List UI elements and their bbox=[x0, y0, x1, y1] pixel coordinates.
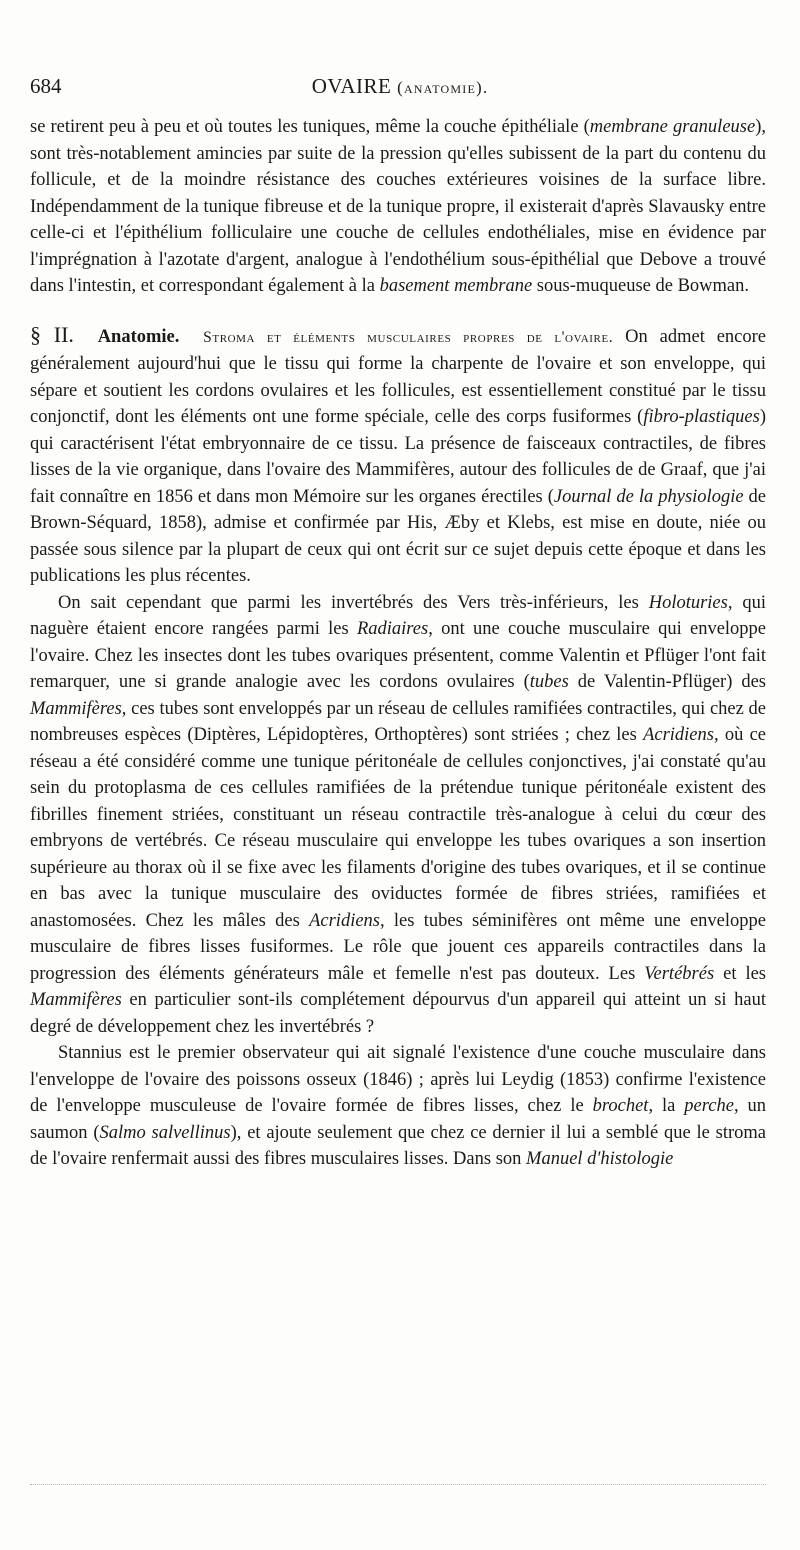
paragraph-2 bbox=[30, 322, 766, 590]
running-header bbox=[30, 74, 770, 100]
text-run: de Valentin-Pflüger) des bbox=[568, 672, 766, 692]
running-title-sub: (anatomie). bbox=[397, 78, 489, 97]
text-run: ), et ajoute seulement que chez ce dernier il lui a semblé que le stroma de l'ovaire renfermait aussi des fibres musculaires lisses. Dans son bbox=[30, 1122, 766, 1169]
italic-term: Radiaires bbox=[356, 619, 429, 639]
text-run: On admet encore généralement aujourd'hui que le tissu qui forme la charpente de l'ovaire et son enveloppe, qui sépare et soutient les cordons ovulaires et les follicules, est essentiellement constitué par le tissu conjonctif, dont les éléments ont une forme spéciale, celle des corps fusiformes ( bbox=[30, 326, 767, 427]
text-run: , où ce réseau a été considéré comme une tunique péritonéale de cellules conjonctives, j'ai constaté qu'au sein du protoplasma de ces cellules ramifiées de la prétendue tunique péritonéale existent des fibrilles finement striées, constituant un réseau contractile très-analogue à celui du cœur des embryons de vertébrés. Ce réseau musculaire qui enveloppe les tubes ovariques a son insertion supérieure au thorax où il se fixe avec les filaments d'origine des tubes ovariques, et il se continue en bas avec la tunique musculaire des oviductes formée de fibres striées, ramifiées et anastomosées. Chez les mâles des bbox=[30, 725, 766, 931]
italic-term: Holoturies bbox=[648, 592, 728, 613]
paragraph-1 bbox=[30, 114, 766, 300]
text-run: sous-muqueuse de Bowman. bbox=[532, 276, 750, 296]
section-heading bbox=[30, 321, 614, 347]
text-run: , la bbox=[648, 1096, 685, 1116]
italic-term: perche bbox=[684, 1096, 734, 1116]
paragraph-4 bbox=[30, 1040, 766, 1173]
italic-term: Journal de la physiologie bbox=[553, 486, 744, 507]
italic-term: Mammifères bbox=[30, 990, 122, 1010]
text-run: , ces tubes sont enveloppés par un réseau de cellules ramifiées contractiles, qui chez de nombreuses espèces (Diptères, Lépidoptères, Orthoptères) sont striées ; chez les bbox=[30, 698, 766, 745]
italic-term: Manuel d'histologie bbox=[526, 1149, 674, 1169]
text-run: On sait cependant que parmi les invertébrés des Vers très-inférieurs, les bbox=[58, 592, 649, 613]
text-run: Stannius est le premier observateur qui ait signalé l'existence d'une couche musculaire dans l'enveloppe de l'ovaire des poissons osseux (1846) ; après lui Leydig (1853) confirme l'existence de l'enveloppe musculeuse de l'ovaire formée de fibres lisses, chez le bbox=[30, 1043, 766, 1116]
italic-term: tubes bbox=[529, 672, 569, 692]
text-run: , ont une couche musculaire qui enveloppe l'ovaire. Chez les insectes dont les tubes ovariques présentent, comme Valentin et Pflüger l'ont fait remarquer, une si grande analogie avec les cordons ovulaires ( bbox=[30, 619, 767, 692]
italic-term: Salmo salvellinus bbox=[99, 1122, 231, 1143]
body-text bbox=[30, 114, 766, 1173]
text-run: en particulier sont-ils complétement dépourvus d'un appareil qui atteint un si haut degré de développement chez les invertébrés ? bbox=[30, 990, 766, 1037]
text-run: ) qui caractérisent l'état embryonnaire de ce tissu. La présence de faisceaux contractiles, de fibres lisses de la vie organique, dans l'ovaire des Mammifères, autour des follicules de de Graaf, que j'ai fait connaître en 1856 et dans mon Mémoire sur les organes érectiles ( bbox=[30, 407, 766, 507]
page-number: 684 bbox=[30, 74, 62, 98]
italic-term: membrane granuleuse bbox=[589, 117, 756, 137]
section-label: Anatomie. bbox=[97, 326, 180, 347]
italic-term: fibro-plastiques bbox=[643, 407, 760, 427]
italic-term: basement membrane bbox=[379, 276, 533, 296]
text-run: , qui naguère étaient encore rangées parmi les bbox=[30, 592, 766, 639]
running-title-main: OVAIRE bbox=[311, 74, 392, 98]
footer-divider bbox=[30, 1484, 766, 1485]
italic-term: Vertébrés bbox=[644, 963, 715, 984]
running-title bbox=[30, 74, 770, 99]
text-run: ), sont très-notablement amincies par suite de la pression qu'elles subissent de la part du contenu du follicule, et de la moindre résistance des couches extérieures voisines de la surface libre. Indépendamment de la tunique fibreuse et de la tunique propre, il existerait d'après Slavausky entre celle-ci et l'épithélium folliculaire une couche de cellules endothéliales, mise en évidence par l'imprégnation à l'azotate d'argent, analogue à l'endothélium sous-épithélial que Debove a trouvé dans l'intestin, et correspondant également à la bbox=[30, 117, 766, 296]
text-run: , un saumon ( bbox=[30, 1096, 766, 1143]
section-title: Stroma et éléments musculaires propres de l'ovaire. bbox=[203, 328, 614, 346]
section-number: § II. bbox=[30, 321, 74, 347]
text-run: , les tubes séminifères ont même une enveloppe musculaire de fibres lisses fusiformes. Le rôle que jouent ces appareils contractiles dans la progression des éléments générateurs mâle et femelle n'est pas douteux. Les bbox=[30, 910, 766, 984]
text-run: se retirent peu à peu et où toutes les tuniques, même la couche épithéliale ( bbox=[30, 117, 590, 137]
italic-term: Acridiens bbox=[309, 910, 380, 931]
text-run: de Brown-Séquard, 1858), admise et confirmée par His, Æby et Klebs, est mise en doute, niée ou passée sous silence par la plupart de ceux qui ont écrit sur ce sujet depuis cette époque et dans les publications les plus récentes. bbox=[30, 486, 766, 586]
italic-term: brochet bbox=[592, 1096, 649, 1116]
text-run: et les bbox=[714, 963, 766, 984]
italic-term: Acridiens bbox=[643, 725, 714, 745]
paragraph-3 bbox=[30, 590, 766, 1041]
italic-term: Mammifères bbox=[30, 698, 122, 719]
